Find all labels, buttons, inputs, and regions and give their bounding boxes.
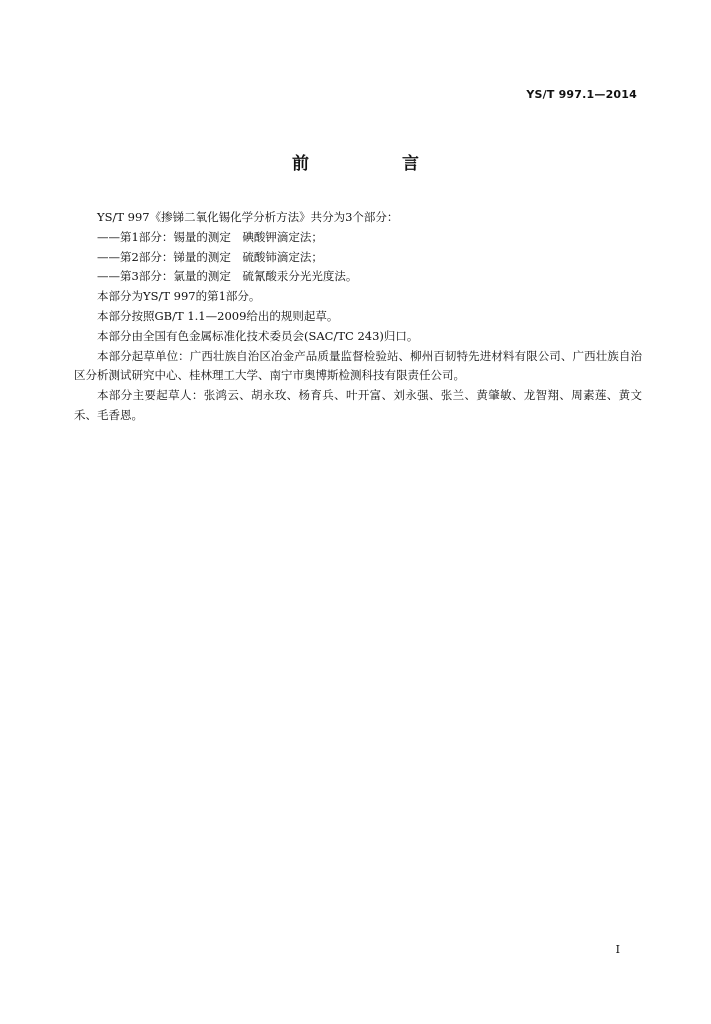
paragraph-drafting-units: 本部分起草单位：广西壮族自治区冶金产品质量监督检验站、柳州百韧特先进材料有限公司、广西壮族自治区分析测试研究中心、桂林理工大学、南宁市奥博斯检测科技有限责任公司。 <box>74 348 642 383</box>
foreword-body <box>74 208 642 426</box>
paragraph-intro: YS/T 997《掺锑二氧化锡化学分析方法》共分为3个部分： <box>97 210 399 224</box>
paragraph-part-2: ——第2部分：锑量的测定 硫酸铈滴定法； <box>97 249 323 264</box>
page-title: 前 言 <box>292 154 457 174</box>
paragraph-part-3: ——第3部分：氯量的测定 硫氰酸汞分光光度法。 <box>97 269 358 284</box>
paragraph-this-part: 本部分为YS/T 997的第1部分。 <box>97 289 261 304</box>
paragraph-committee: 本部分由全国有色金属标准化技术委员会(SAC/TC 243)归口。 <box>97 328 419 343</box>
paragraph-part-1: ——第1部分：锡量的测定 碘酸钾滴定法； <box>97 229 323 244</box>
paragraph-drafting-rules: 本部分按照GB/T 1.1—2009给出的规则起草。 <box>97 308 339 323</box>
standard-code: YS/T 997.1—2014 <box>526 88 637 101</box>
page-number: I <box>615 943 620 956</box>
paragraph-drafters: 本部分主要起草人：张鸿云、胡永玫、杨育兵、叶开富、刘永强、张兰、黄肇敏、龙智翔、周素莲、黄文禾、毛香恩。 <box>74 388 642 422</box>
